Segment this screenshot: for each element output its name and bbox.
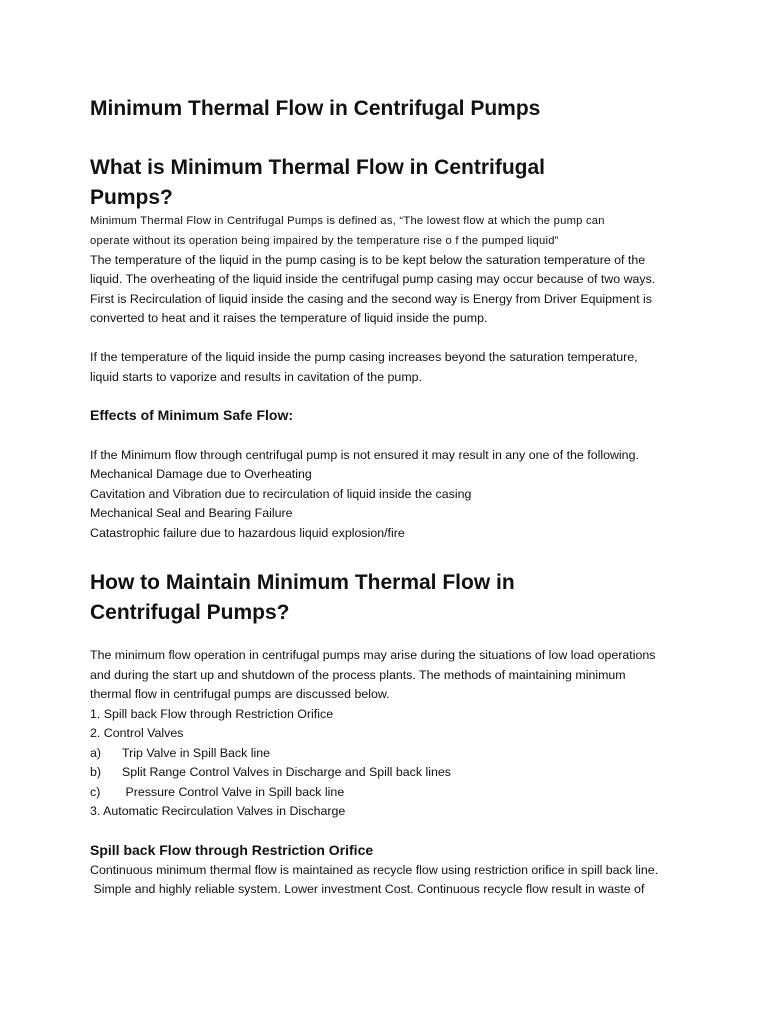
subheading-effects: Effects of Minimum Safe Flow: bbox=[90, 407, 294, 423]
section-heading-how-to: How to Maintain Minimum Thermal Flow in bbox=[90, 571, 515, 594]
effects-item: Cavitation and Vibration due to recirculation of liquid inside the casing bbox=[90, 487, 472, 501]
section-heading-how-to-cont: Centrifugal Pumps? bbox=[90, 601, 290, 624]
paragraph-line: The minimum flow operation in centrifugal pumps may arise during the situations of low load operations bbox=[90, 648, 656, 662]
effects-item: Catastrophic failure due to hazardous liquid explosion/fire bbox=[90, 526, 405, 540]
effects-item: Mechanical Damage due to Overheating bbox=[90, 467, 312, 481]
sub-list-item bbox=[90, 763, 451, 783]
sub-list-marker: c) bbox=[90, 785, 101, 799]
sub-list-marker: a) bbox=[90, 746, 102, 760]
paragraph-line: converted to heat and it raises the temperature of liquid inside the pump. bbox=[90, 311, 488, 325]
paragraph-line: First is Recirculation of liquid inside the casing and the second way is Energy from Driver Equipment is bbox=[90, 292, 652, 306]
sub-list-text: Split Range Control Valves in Discharge and Spill back lines bbox=[122, 765, 451, 779]
paragraph-line: Continuous minimum thermal flow is maintained as recycle flow using restriction orifice in spill back line. bbox=[90, 863, 659, 877]
paragraph-line: liquid starts to vaporize and results in cavitation of the pump. bbox=[90, 370, 422, 384]
paragraph-line: The temperature of the liquid in the pump casing is to be kept below the saturation temperature of the bbox=[90, 253, 646, 267]
definition-line: Minimum Thermal Flow in Centrifugal Pumps is defined as, “The lowest flow at which the pump can bbox=[90, 215, 605, 227]
paragraph-line: Simple and highly reliable system. Lower investment Cost. Continuous recycle flow result in waste of bbox=[90, 882, 645, 896]
paragraph-line: thermal flow in centrifugal pumps are discussed below. bbox=[90, 687, 390, 701]
list-item: 1. Spill back Flow through Restriction Orifice bbox=[90, 707, 334, 721]
list-item: 3. Automatic Recirculation Valves in Discharge bbox=[90, 804, 346, 818]
sub-list-marker: b) bbox=[90, 765, 102, 779]
subheading-spill-back: Spill back Flow through Restriction Orifice bbox=[90, 842, 374, 858]
paragraph-line: liquid. The overheating of the liquid inside the centrifugal pump casing may occur because of two ways. bbox=[90, 272, 656, 286]
section-heading-what-is: What is Minimum Thermal Flow in Centrifugal bbox=[90, 156, 546, 179]
sub-list-text: Trip Valve in Spill Back line bbox=[122, 746, 271, 760]
paragraph-line: If the temperature of the liquid inside the pump casing increases beyond the saturation temperature, bbox=[90, 350, 638, 364]
paragraph-line: and during the start up and shutdown of the process plants. The methods of maintaining minimum bbox=[90, 668, 626, 682]
sub-list-text: Pressure Control Valve in Spill back line bbox=[122, 785, 345, 799]
definition-line: operate without its operation being impaired by the temperature rise o f the pumped liquid” bbox=[90, 235, 559, 247]
sub-list-item bbox=[90, 744, 270, 764]
sub-list-item bbox=[90, 783, 344, 803]
effects-intro: If the Minimum flow through centrifugal pump is not ensured it may result in any one of the following. bbox=[90, 448, 639, 462]
document-title: Minimum Thermal Flow in Centrifugal Pumps bbox=[90, 97, 541, 120]
effects-item: Mechanical Seal and Bearing Failure bbox=[90, 506, 293, 520]
list-item: 2. Control Valves bbox=[90, 726, 184, 740]
section-heading-what-is-cont: Pumps? bbox=[90, 186, 173, 209]
